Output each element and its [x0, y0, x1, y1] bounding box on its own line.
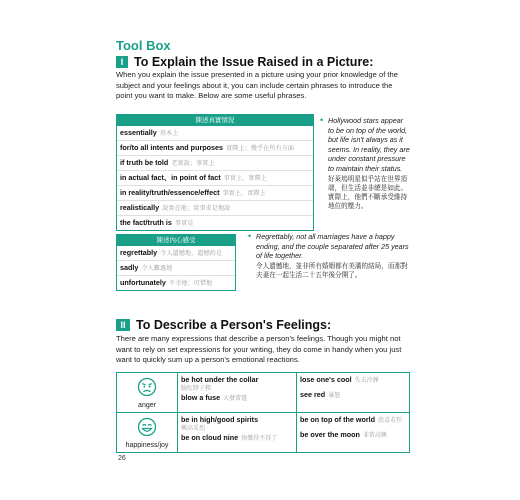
- phrase-translation: 大發雷霆: [223, 396, 248, 402]
- angry-face-icon: [137, 377, 157, 397]
- phrase-translation: 非常高興: [362, 433, 387, 439]
- feeling-label: happiness/joy: [125, 442, 169, 449]
- table-row: [117, 413, 410, 453]
- phrase-translation: 暴怒: [328, 393, 341, 399]
- feeling-label-cell: [117, 373, 178, 413]
- phrase-box-feelings: [116, 234, 236, 291]
- phrase: be on top of the world: [300, 415, 376, 424]
- happy-face-icon: [137, 417, 157, 437]
- feelings-table: [116, 372, 410, 453]
- section1-number: I: [116, 56, 128, 68]
- section1-intro: When you explain the issue presented in a picture using your prior knowledge of the subject and your feelings about it, you can include certain phrases to introduce the point you want to make. Below are some useful phrases.: [116, 70, 398, 100]
- section2-title: To Describe a Person's Feelings:: [136, 318, 332, 332]
- list-item: in reality/truth/essence/effect 事實上、實際上: [117, 185, 313, 200]
- phrase-box-feelings-header: 陳述內心感受: [117, 235, 235, 246]
- example-note-1: [320, 115, 410, 211]
- bullet-icon: •: [320, 115, 324, 125]
- phrase-translation: 快樂得不得了: [241, 436, 278, 442]
- list-item: if truth be told 老實說；事實上: [117, 155, 313, 170]
- list-item: the fact/truth is 事實是: [117, 215, 313, 230]
- phrase: lose one's cool: [300, 375, 352, 384]
- phrase-cell: [178, 373, 297, 413]
- section2-intro: There are many expressions that describe a person's feelings. Though you might not want to rely on set expressions for your writing, they do come in handy when you just want to quickly sum up a person's emotional reactions.: [116, 334, 402, 364]
- list-item: essentially 基本上: [120, 128, 179, 137]
- list-item: sadly 令人難過地: [117, 260, 235, 275]
- phrase-box-truth-header: 陳述真實情況: [117, 115, 313, 126]
- list-item: realistically 說實在地；實事求是地說: [117, 200, 313, 215]
- phrase: be hot under the collar: [181, 375, 259, 384]
- feeling-label: anger: [138, 402, 156, 409]
- phrase-translation: 興高采烈: [181, 426, 206, 432]
- phrase: blow a fuse: [181, 393, 221, 402]
- feeling-label-cell: [117, 413, 178, 453]
- phrase-box-truth-rows: [117, 126, 313, 230]
- phrase-translation: 臉紅脖子粗: [181, 386, 212, 392]
- example-note-2: [248, 231, 410, 280]
- table-row: [117, 373, 410, 413]
- section1-title: To Explain the Issue Raised in a Picture:: [134, 55, 374, 69]
- example-note-1-text: Hollywood stars appear to be on top of the world, but life isn't always as it seems. In reality, they are under constant pressure to maintain their status.: [328, 116, 410, 173]
- phrase-cell: [297, 413, 410, 453]
- section1-heading: [116, 55, 373, 69]
- example-note-2-text: Regrettably, not all marriages have a happy ending, and the couple separated after 25 years of life together.: [256, 232, 409, 261]
- list-item: unfortunately 不幸地；可惜地: [117, 275, 235, 290]
- list-item: in actual fact、in point of fact 事實上、實際上: [117, 170, 313, 185]
- page-number: 26: [118, 455, 126, 462]
- phrase-cell: [178, 413, 297, 453]
- example-note-2-translation: 令人遺憾地，並非所有婚姻都有美滿的結局，而那對夫妻在一起生活二十五年後分開了。: [256, 262, 408, 279]
- list-item: regrettably 令人遺憾地、遺憾的是: [120, 248, 223, 257]
- bullet-icon: •: [248, 231, 252, 241]
- section2-heading: [116, 318, 331, 332]
- phrase: be on cloud nine: [181, 433, 239, 442]
- section2-number: II: [116, 319, 130, 331]
- list-item: for/to all intents and purposes 實際上；幾乎在所有方面: [117, 140, 313, 155]
- phrase-cell: [297, 373, 410, 413]
- example-note-1-translation: 好萊塢明星似乎站在世界頂端，但生活並非總是如此。實際上，他們不斷承受維持地位的壓力。: [328, 175, 408, 210]
- phrase-translation: 欣喜若狂: [378, 418, 403, 424]
- phrase: be over the moon: [300, 430, 360, 439]
- phrase-box-feelings-rows: [117, 246, 235, 290]
- phrase-box-truth: [116, 114, 314, 231]
- phrase-translation: 失去冷靜: [354, 378, 379, 384]
- phrase: see red: [300, 390, 326, 399]
- toolbox-title: Tool Box: [116, 38, 171, 53]
- phrase: be in high/good spirits: [181, 415, 259, 424]
